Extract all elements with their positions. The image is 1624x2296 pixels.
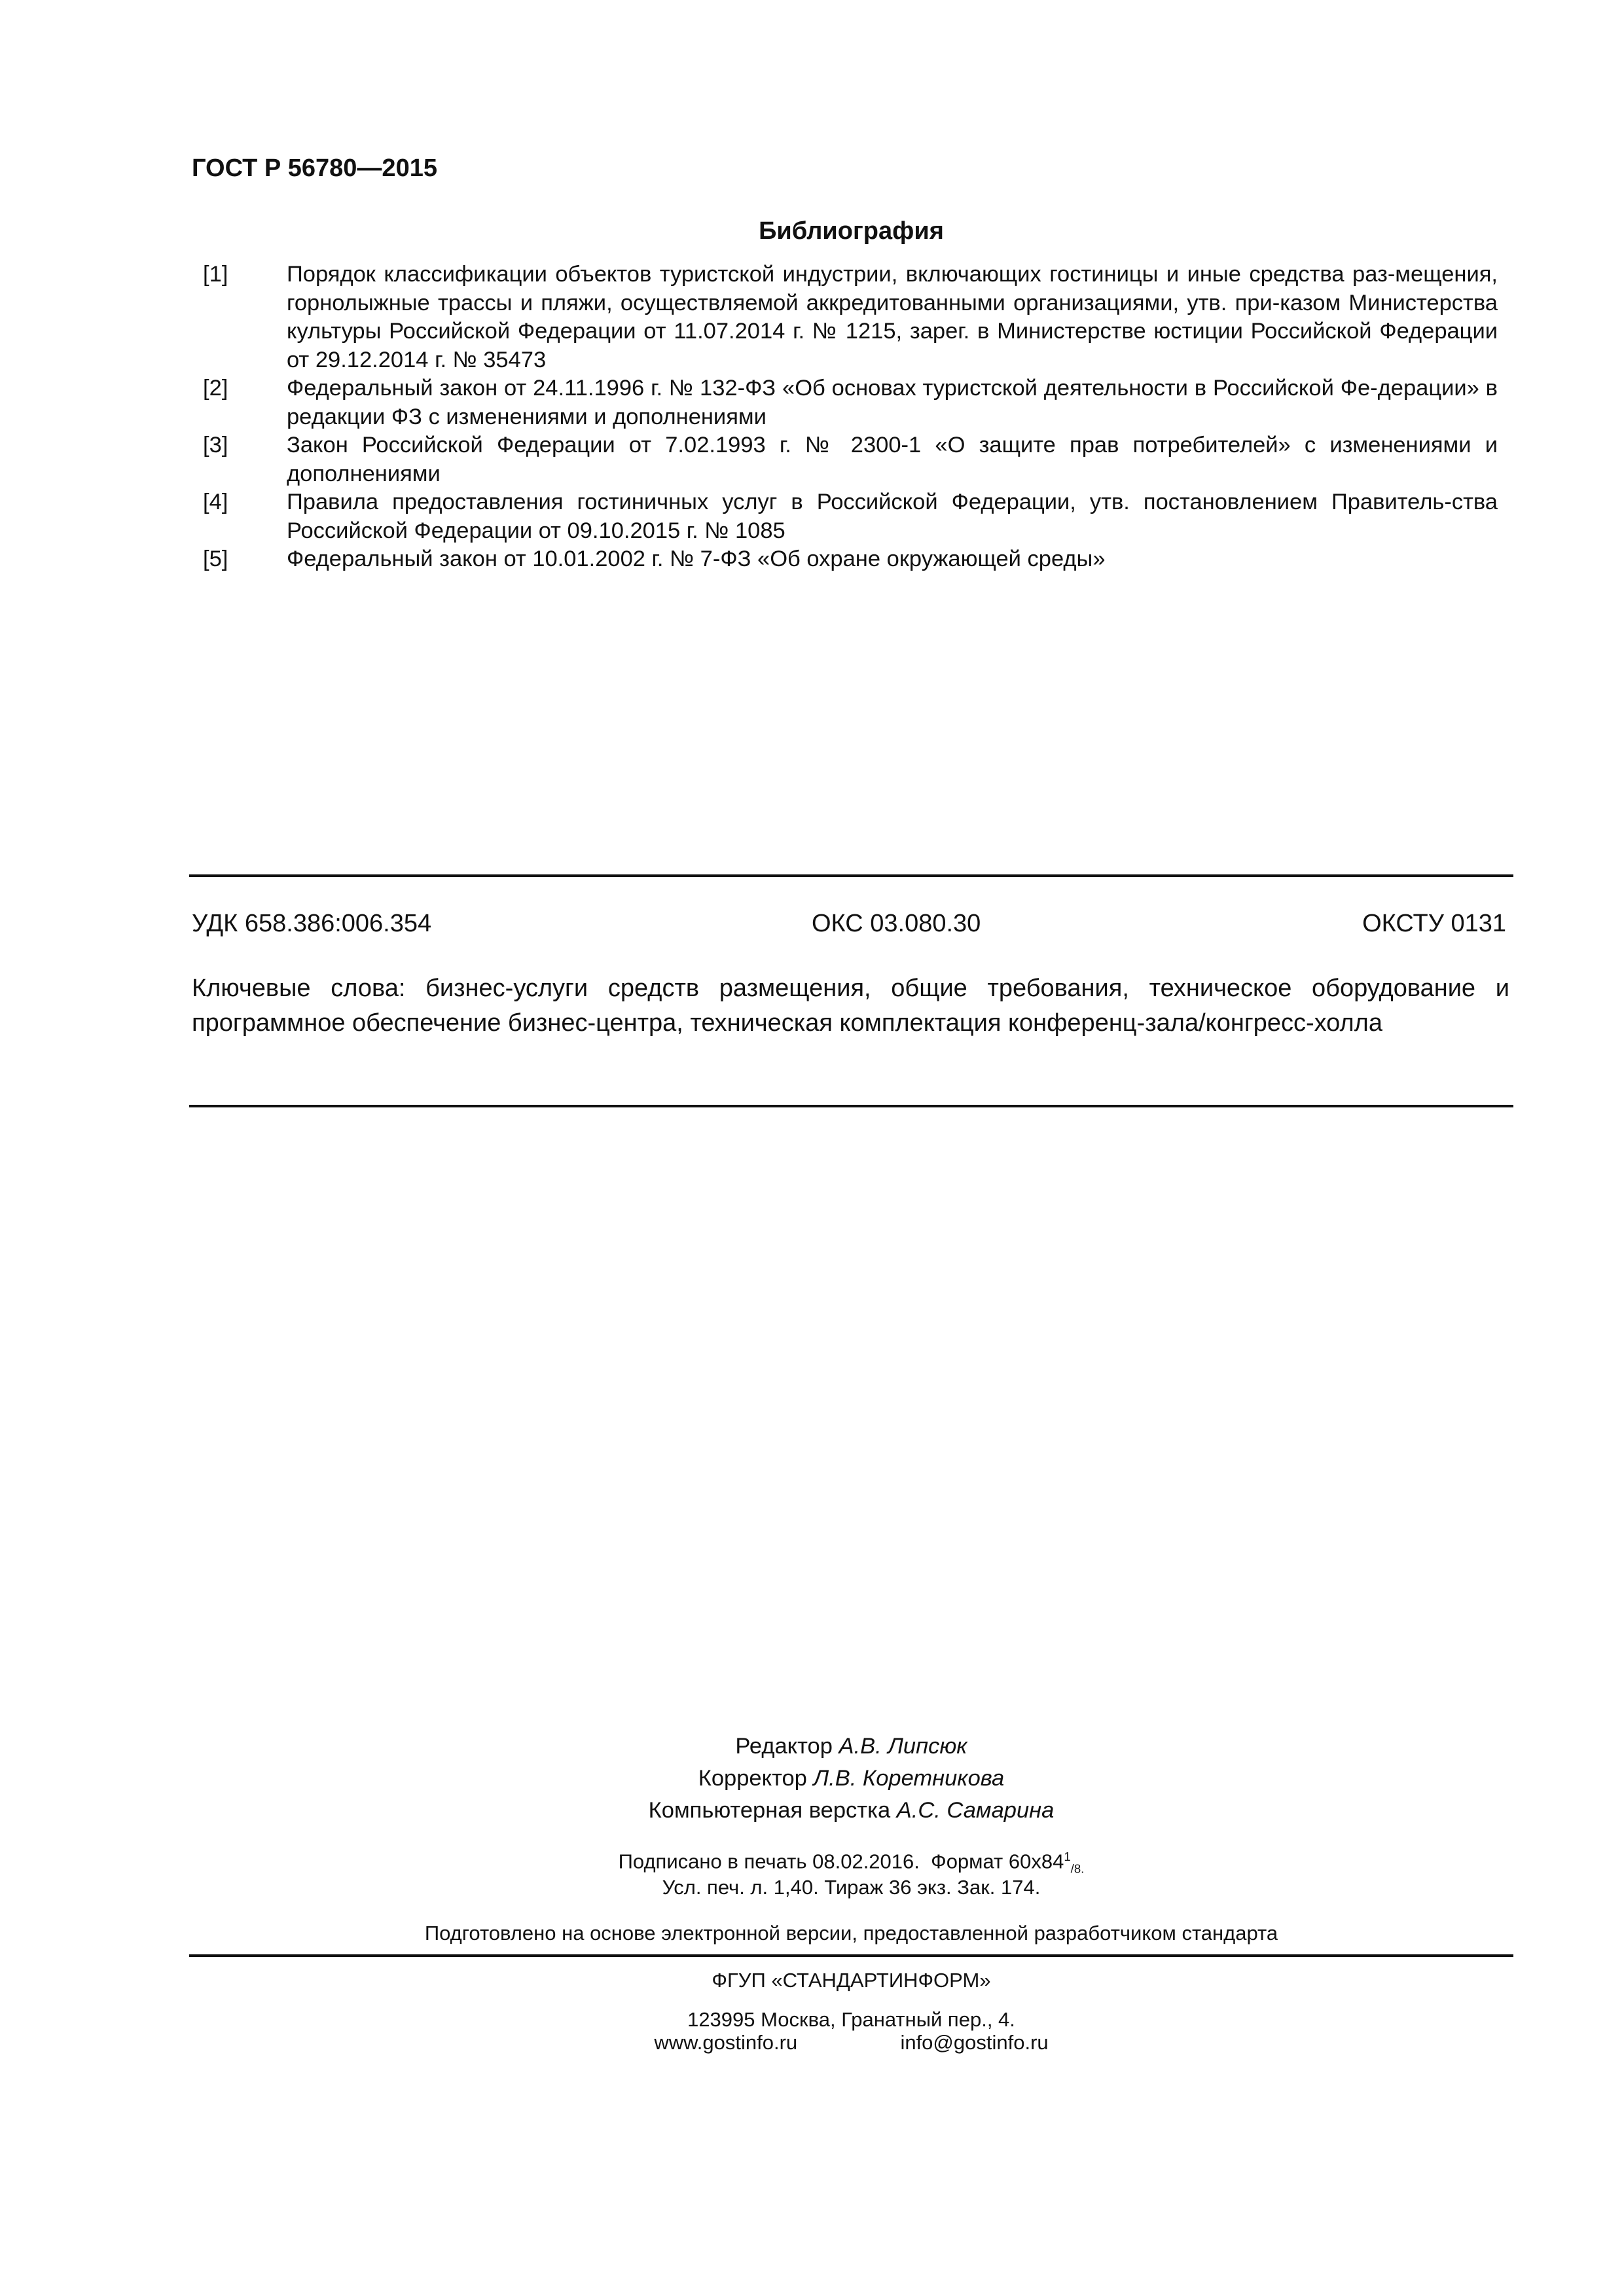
oks-code: ОКС 03.080.30 (812, 910, 981, 937)
email-link[interactable]: info@gostinfo.ru (900, 2031, 1049, 2054)
top-rule (189, 874, 1513, 877)
publisher-name: ФГУП «СТАНДАРТИНФОРМ» (712, 1969, 991, 1992)
editor-credit (0, 1734, 1624, 1759)
entry-number: [1] (203, 262, 228, 287)
publisher-contacts (0, 2031, 1624, 2054)
keywords: Ключевые слова: бизнес-услуги средств размещения, общие требования, техническое оборудование и программное обеспечение бизнес-центра, техническая комплектация конференц-зала/конгресс-холла (192, 975, 1509, 1037)
format-sup: 1 (1064, 1850, 1071, 1863)
imprint-rule (189, 1954, 1513, 1957)
entry-text: Правила предоставления гостиничных услуг в Российской Федерации, утв. постановлением Правитель-ства Российской Федерации от 09.10.2015 г. № 1085 (287, 490, 1498, 543)
publisher-address: 123995 Москва, Гранатный пер., 4. (687, 2008, 1015, 2031)
bottom-rule (189, 1105, 1513, 1107)
okstu-code: ОКСТУ 0131 (1362, 910, 1506, 937)
entry-number: [2] (203, 376, 228, 401)
layout-credit (0, 1798, 1624, 1823)
udk-code: УДК 658.386:006.354 (192, 910, 432, 937)
prepared-note: Подготовлено на основе электронной версии, предоставленной разработчиком стандарта (424, 1922, 1278, 1945)
entry-number: [3] (203, 433, 228, 457)
entry-text: Закон Российской Федерации от 7.02.1993 г. № 2300-1 «О защите прав потребителей» с изменениями и дополнениями (287, 433, 1498, 486)
format-sub: /8. (1070, 1861, 1085, 1876)
print-details: Усл. печ. л. 1,40. Тираж 36 экз. Зак. 174. (662, 1876, 1041, 1899)
layout-name: А.С. Самарина (896, 1798, 1055, 1823)
format-prefix: Формат 60x84 (931, 1850, 1064, 1873)
corrector-name: Л.В. Коретникова (813, 1766, 1005, 1791)
entry-text: Федеральный закон от 24.11.1996 г. № 132-ФЗ «Об основах туристской деятельности в Российской Фе-дерации» в редакции ФЗ с изменениями и дополнениями (287, 376, 1498, 429)
entry-text: Порядок классификации объектов туристской индустрии, включающих гостиницы и иные средства раз-мещения, горнолыжные трассы и пляжи, осуществляемой аккредитованными организациями, утв. при-казом Министерства культуры Российской Федерации от 11.07.2014 г. № 1215, зарег. в Министерстве юстиции Российской Федерации от 29.12.2014 г. № 35473 (287, 262, 1498, 372)
document-header: ГОСТ Р 56780—2015 (192, 154, 437, 182)
layout-label: Компьютерная верстка (648, 1798, 891, 1823)
entry-number: [4] (203, 490, 228, 514)
corrector-label: Корректор (698, 1766, 807, 1791)
entry-text: Федеральный закон от 10.01.2002 г. № 7-ФЗ «Об охране окружающей среды» (287, 547, 1106, 571)
entry-number: [5] (203, 547, 228, 571)
signed-date: Подписано в печать 08.02.2016. (618, 1850, 920, 1873)
corrector-credit (0, 1766, 1624, 1791)
bibliography-title: Библиография (759, 217, 944, 245)
editor-label: Редактор (735, 1734, 833, 1759)
website-link[interactable]: www.gostinfo.ru (654, 2031, 798, 2054)
editor-name: А.В. Липсюк (839, 1734, 967, 1759)
signed-line (0, 1850, 1624, 1876)
